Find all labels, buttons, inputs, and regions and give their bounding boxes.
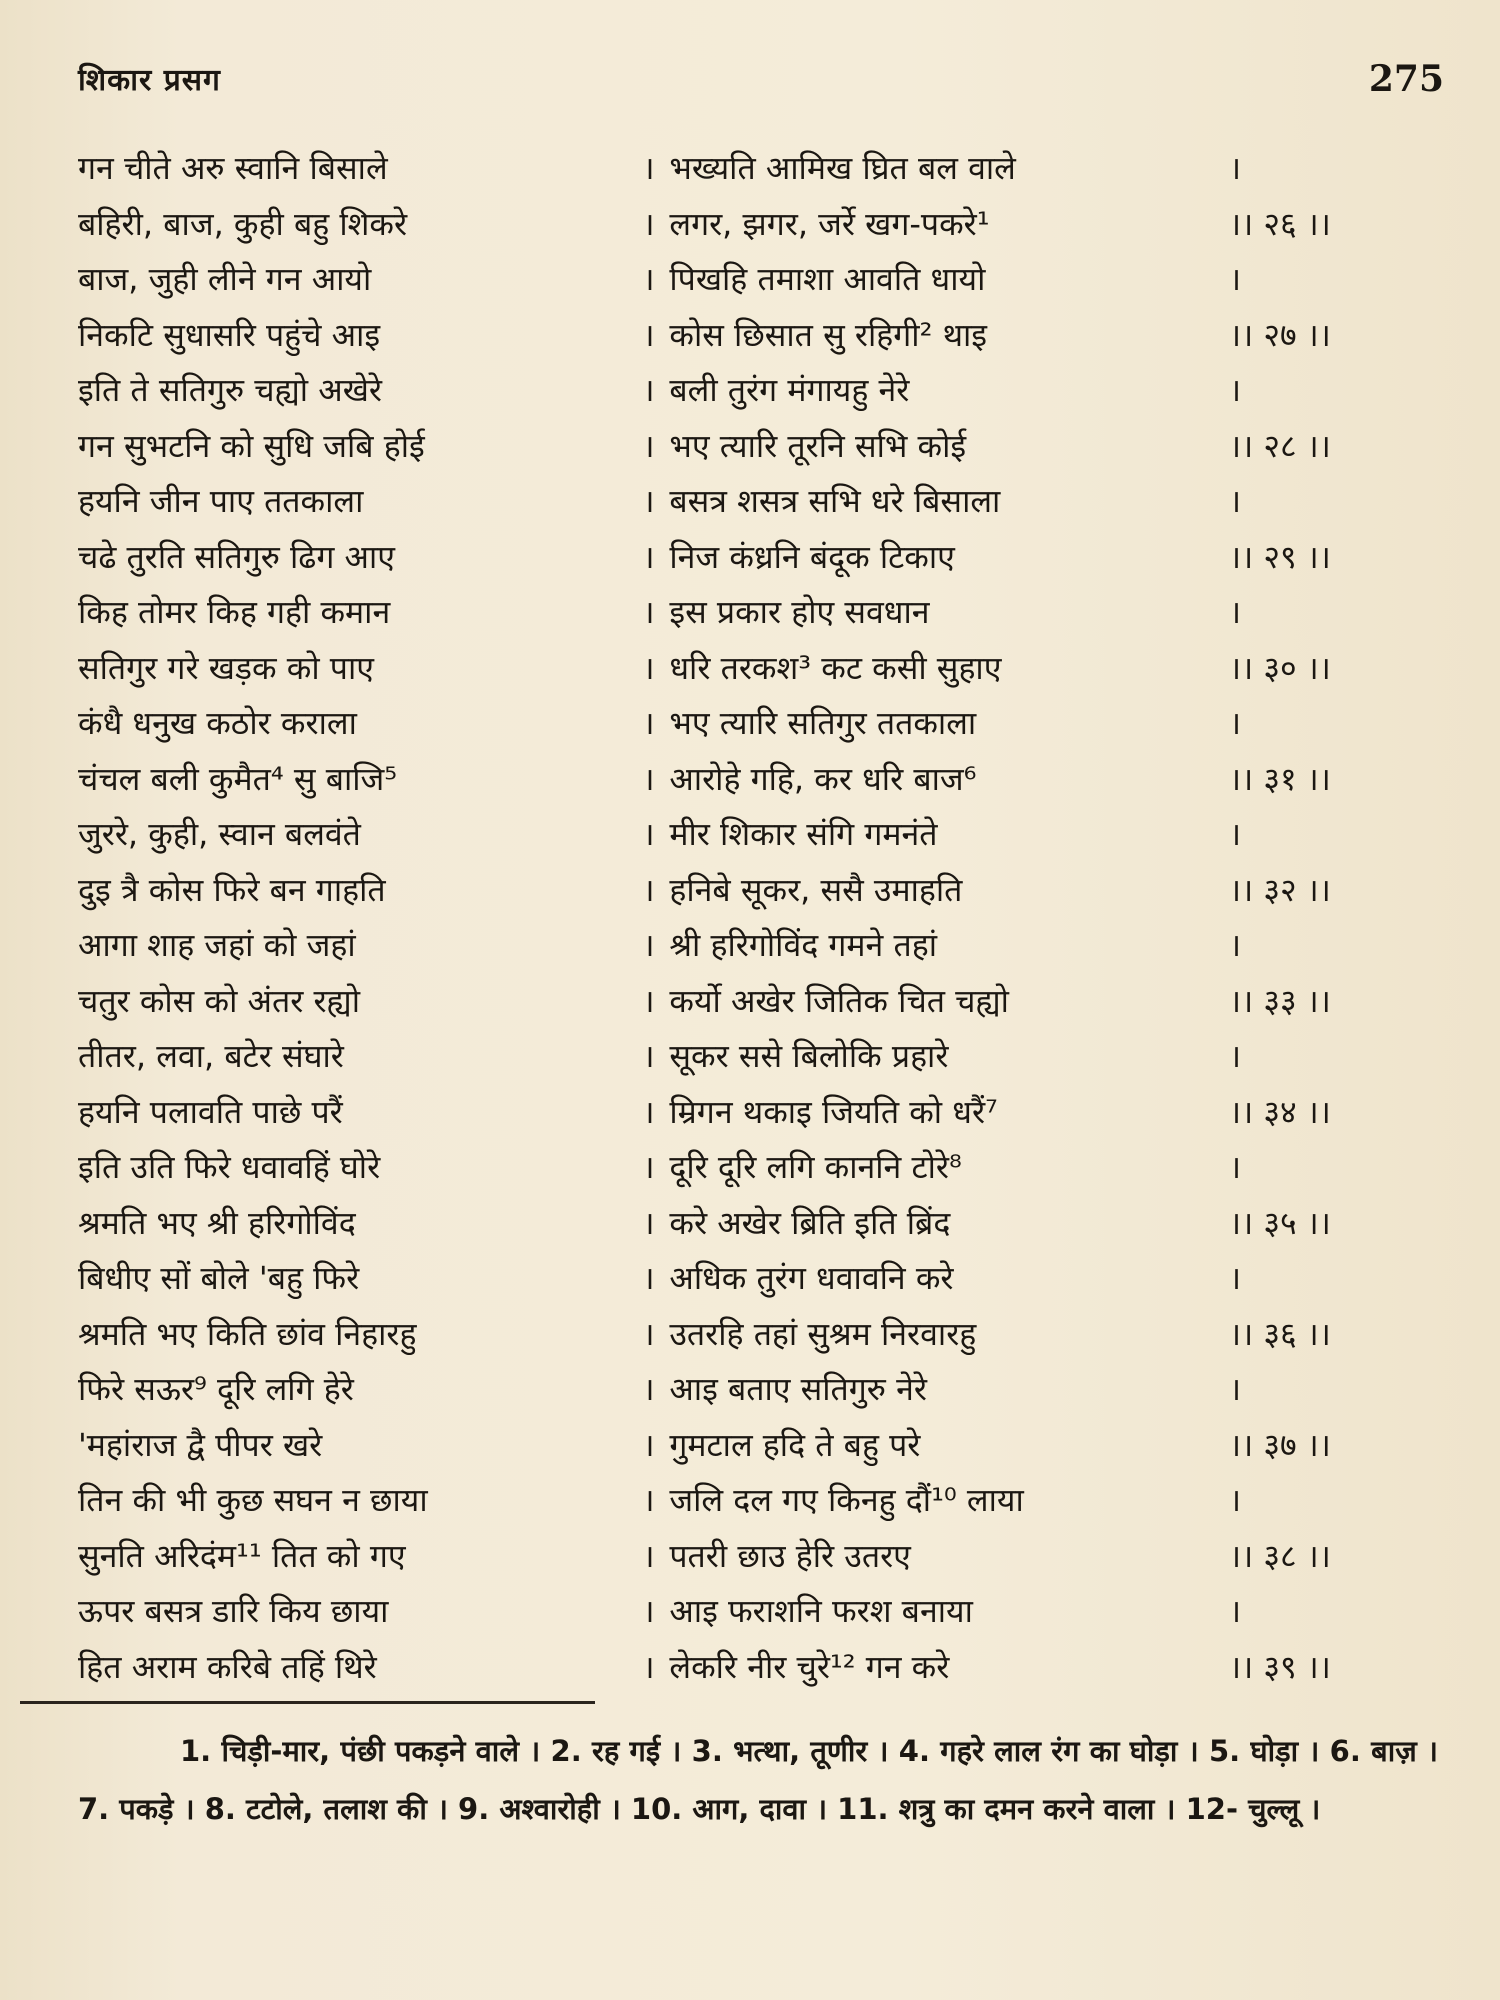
verse-second-half: पिखहि तमाशा आवति धायो [669, 260, 986, 299]
verse-second-half: निज कंध्रनि बंदूक टिकाए [669, 537, 955, 576]
danda-mark: । [642, 1592, 655, 1631]
verse-end [1229, 202, 1338, 245]
verse-second-half: मीर शिकार संगि गमनंते [669, 815, 938, 854]
double-danda-mark: ।। [1306, 315, 1331, 354]
verse-end [1229, 257, 1338, 300]
double-danda-mark: ।। [1229, 426, 1254, 465]
danda-mark: । [642, 1647, 655, 1686]
verse-number: ३९ [1263, 1647, 1297, 1686]
double-danda-mark: ।। [1229, 1536, 1254, 1575]
verse-first-half: चढे तुरति सतिगुरु ढिग आए [78, 537, 395, 576]
double-danda-mark: ।। [1229, 1092, 1254, 1131]
verse-line [78, 1361, 1338, 1417]
verse-second-half: भए त्यारि सतिगुर ततकाला [669, 704, 977, 743]
double-danda-mark: ।। [1229, 981, 1254, 1020]
verse-end [1229, 424, 1338, 467]
verse-line [78, 862, 1338, 918]
verse-end [1229, 812, 1338, 855]
verse-end [1229, 479, 1338, 522]
danda-mark: । [1229, 1259, 1242, 1298]
verse-first-half: तीतर, लवा, बटेर संघारे [78, 1037, 344, 1076]
verse-end [1229, 979, 1338, 1022]
verse-second-half: श्री हरिगोविंद गमने तहां [669, 926, 938, 965]
verse-second-half: आइ बताए सतिगुरु नेरे [669, 1370, 927, 1409]
verse-line [78, 1139, 1338, 1195]
double-danda-mark: ।। [1306, 759, 1331, 798]
verse-line [78, 529, 1338, 585]
double-danda-mark: ।। [1229, 1203, 1254, 1242]
double-danda-mark: ।। [1306, 648, 1331, 687]
verse-end [1229, 868, 1338, 911]
verse-line [78, 140, 1338, 196]
double-danda-mark: ।। [1306, 426, 1331, 465]
verse-number: २८ [1263, 426, 1297, 465]
verse-number: ३६ [1263, 1314, 1297, 1353]
verse-number: ३१ [1263, 759, 1297, 798]
verse-second-half: म्रिगन थकाइ जियति को धरैं⁷ [669, 1092, 998, 1131]
verse-second-half: इस प्रकार होए सवधान [669, 593, 930, 632]
verse-first-half: हयनि पलावति पाछे परैं [78, 1092, 343, 1131]
danda-mark: । [642, 482, 655, 521]
verse-end [1229, 701, 1338, 744]
danda-mark: । [642, 1037, 655, 1076]
verse-end [1229, 1645, 1338, 1688]
danda-mark: । [642, 204, 655, 243]
verse-first-half: इति उति फिरे धवावहिं घोरे [78, 1148, 381, 1187]
verse-number: २६ [1263, 204, 1297, 243]
danda-mark: । [642, 371, 655, 410]
verse-first-half: सतिगुर गरे खड़क को पाए [78, 648, 374, 687]
danda-mark: । [1229, 704, 1242, 743]
verse-second-half: भख्यति आमिख घ्रित बल वाले [669, 149, 1016, 188]
verse-line [78, 1583, 1338, 1639]
verse-end [1229, 1312, 1338, 1355]
verse-second-half: बली तुरंग मंगायहु नेरे [669, 371, 910, 410]
verse-second-half: जलि दल गए किनहु दौं¹⁰ लाया [669, 1481, 1024, 1520]
verse-second-half: उतरहि तहां सुश्रम निरवारहु [669, 1314, 977, 1353]
danda-mark: । [642, 870, 655, 909]
verse-second-half: कर्यो अखेर जितिक चित चह्यो [669, 981, 1009, 1020]
footnotes: 1. चिड़ी-मार, पंछी पकड़ने वाले । 2. रह गई । 3. भत्था, तूणीर । 4. गहरे लाल रंग का घोड़ा । 5. घोड़ा । 6. बाज़ । 7. पकड़े । 8. टटोले, तलाश की । 9. अश्वारोही । 10. आग, दावा । 11. शत्रु का दमन करने वाला । 12- चुल्लू । [78, 1734, 1438, 1826]
danda-mark: । [1229, 1037, 1242, 1076]
verse-line [78, 973, 1338, 1029]
danda-mark: । [642, 704, 655, 743]
danda-mark: । [642, 648, 655, 687]
double-danda-mark: ।। [1229, 537, 1254, 576]
double-danda-mark: ।। [1229, 1314, 1254, 1353]
footnote-rule [20, 1701, 595, 1704]
verse-second-half: गुमटाल हदि ते बहु परे [669, 1425, 921, 1464]
danda-mark: । [1229, 815, 1242, 854]
verse-end [1229, 1201, 1338, 1244]
verse-end [1229, 1589, 1338, 1632]
verse-first-half: आगा शाह जहां को जहां [78, 926, 356, 965]
verse-line [78, 917, 1338, 973]
double-danda-mark: ।। [1306, 204, 1331, 243]
danda-mark: । [1229, 593, 1242, 632]
double-danda-mark: ।। [1306, 537, 1331, 576]
verse-second-half: लेकरि नीर चुरे¹² गन करे [669, 1647, 950, 1686]
verse-end [1229, 590, 1338, 633]
verse-first-half: इति ते सतिगुरु चह्यो अखेरे [78, 371, 382, 410]
danda-mark: । [1229, 1148, 1242, 1187]
verse-first-half: गन सुभटनि को सुधि जबि होई [78, 426, 425, 465]
verse-end [1229, 1478, 1338, 1521]
verse-line [78, 1084, 1338, 1140]
double-danda-mark: ।। [1306, 981, 1331, 1020]
verse-end [1229, 313, 1338, 356]
danda-mark: । [1229, 1481, 1242, 1520]
verse-second-half: आरोहे गहि, कर धरि बाज⁶ [669, 759, 977, 798]
danda-mark: । [642, 1481, 655, 1520]
verse-second-half: कोस छिसात सु रहिगी² थाइ [669, 315, 988, 354]
verse-first-half: श्रमति भए किति छांव निहारहु [78, 1314, 417, 1353]
verse-line [78, 1417, 1338, 1473]
danda-mark: । [642, 926, 655, 965]
danda-mark: । [642, 593, 655, 632]
verse-number: ३५ [1263, 1203, 1297, 1242]
danda-mark: । [642, 1536, 655, 1575]
verse-line [78, 307, 1338, 363]
verse-first-half: चंचल बली कुमैत⁴ सु बाजि⁵ [78, 759, 398, 798]
danda-mark: । [1229, 149, 1242, 188]
verse-number: ३८ [1263, 1536, 1297, 1575]
verse-first-half: बहिरी, बाज, कुही बहु शिकरे [78, 204, 408, 243]
verse-line [78, 1528, 1338, 1584]
verse-first-half: तिन की भी कुछ सघन न छाया [78, 1481, 428, 1520]
page-number: 275 [1368, 58, 1444, 100]
danda-mark: । [642, 1203, 655, 1242]
verse-end [1229, 1090, 1338, 1133]
danda-mark: । [1229, 926, 1242, 965]
verse-second-half: पतरी छाउ हेरि उतरए [669, 1536, 911, 1575]
verse-line [78, 806, 1338, 862]
verse-number: ३७ [1263, 1425, 1297, 1464]
verse-line [78, 362, 1338, 418]
danda-mark: । [642, 1092, 655, 1131]
verse-end [1229, 1145, 1338, 1188]
verse-first-half: 'महांराज द्वै पीपर खरे [78, 1425, 323, 1464]
verse-line [78, 584, 1338, 640]
verse-first-half: गन चीते अरु स्वानि बिसाले [78, 149, 388, 188]
verse-end [1229, 1423, 1338, 1466]
verse-block [78, 140, 1338, 1694]
verse-second-half: भए त्यारि तूरनि सभि कोई [669, 426, 967, 465]
verse-second-half: आइ फराशनि फरश बनाया [669, 1592, 973, 1631]
verse-end [1229, 1367, 1338, 1410]
verse-end [1229, 757, 1338, 800]
double-danda-mark: ।। [1306, 1314, 1331, 1353]
verse-end [1229, 646, 1338, 689]
verse-end [1229, 368, 1338, 411]
verse-first-half: श्रमति भए श्री हरिगोविंद [78, 1203, 356, 1242]
verse-end [1229, 146, 1338, 189]
verse-first-half: हित अराम करिबे तहिं थिरे [78, 1647, 377, 1686]
verse-line [78, 251, 1338, 307]
danda-mark: । [642, 1148, 655, 1187]
verse-end [1229, 535, 1338, 578]
verse-line [78, 1195, 1338, 1251]
danda-mark: । [642, 759, 655, 798]
danda-mark: । [642, 815, 655, 854]
double-danda-mark: ।। [1306, 1425, 1331, 1464]
danda-mark: । [642, 1314, 655, 1353]
verse-first-half: चतुर कोस को अंतर रह्यो [78, 981, 361, 1020]
double-danda-mark: ।। [1229, 759, 1254, 798]
verse-number: ३२ [1263, 870, 1297, 909]
verse-end [1229, 1034, 1338, 1077]
verse-end [1229, 1534, 1338, 1577]
verse-line [78, 1250, 1338, 1306]
verse-second-half: बसत्र शसत्र सभि धरे बिसाला [669, 482, 1001, 521]
verse-line [78, 418, 1338, 474]
danda-mark: । [642, 260, 655, 299]
double-danda-mark: ।। [1229, 870, 1254, 909]
danda-mark: । [642, 149, 655, 188]
verse-second-half: लगर, झगर, जर्रे खग-पकरे¹ [669, 204, 990, 243]
verse-end [1229, 1256, 1338, 1299]
verse-first-half: दुइ त्रै कोस फिरे बन गाहति [78, 870, 386, 909]
verse-second-half: दूरि दूरि लगि काननि टोरे⁸ [669, 1148, 962, 1187]
verse-line [78, 640, 1338, 696]
verse-line [78, 751, 1338, 807]
danda-mark: । [642, 426, 655, 465]
running-head: शिकार प्रसग [78, 63, 221, 98]
double-danda-mark: ।। [1306, 870, 1331, 909]
double-danda-mark: ।। [1229, 204, 1254, 243]
verse-second-half: धरि तरकश³ कट कसी सुहाए [669, 648, 1002, 687]
verse-number: २७ [1263, 315, 1297, 354]
verse-line [78, 1306, 1338, 1362]
verse-number: ३४ [1263, 1092, 1297, 1131]
danda-mark: । [642, 1259, 655, 1298]
verse-number: २९ [1263, 537, 1297, 576]
verse-line [78, 1472, 1338, 1528]
danda-mark: । [1229, 260, 1242, 299]
verse-first-half: सुनति अरिदंम¹¹ तित को गए [78, 1536, 406, 1575]
verse-second-half: हनिबे सूकर, ससै उमाहति [669, 870, 963, 909]
verse-line [78, 1028, 1338, 1084]
verse-second-half: सूकर ससे बिलोकि प्रहारे [669, 1037, 949, 1076]
danda-mark: । [1229, 1592, 1242, 1631]
verse-line [78, 196, 1338, 252]
double-danda-mark: ।। [1229, 315, 1254, 354]
verse-number: ३० [1263, 648, 1297, 687]
danda-mark: । [642, 537, 655, 576]
danda-mark: । [1229, 371, 1242, 410]
double-danda-mark: ।। [1229, 1425, 1254, 1464]
verse-first-half: कंधै धनुख कठोर कराला [78, 704, 357, 743]
danda-mark: । [642, 981, 655, 1020]
verse-end [1229, 923, 1338, 966]
verse-second-half: करे अखेर ब्रिति इति ब्रिंद [669, 1203, 951, 1242]
verse-first-half: बिधीए सों बोले 'बहु फिरे [78, 1259, 360, 1298]
verse-first-half: किह तोमर किह गही कमान [78, 593, 391, 632]
verse-first-half: निकटि सुधासरि पहुंचे आइ [78, 315, 381, 354]
verse-line [78, 473, 1338, 529]
verse-line [78, 1639, 1338, 1695]
verse-first-half: फिरे सऊर⁹ दूरि लगि हेरे [78, 1370, 354, 1409]
danda-mark: । [642, 315, 655, 354]
danda-mark: । [642, 1370, 655, 1409]
danda-mark: । [1229, 482, 1242, 521]
double-danda-mark: ।। [1306, 1647, 1331, 1686]
verse-number: ३३ [1263, 981, 1297, 1020]
verse-line [78, 695, 1338, 751]
double-danda-mark: ।। [1306, 1203, 1331, 1242]
double-danda-mark: ।। [1229, 648, 1254, 687]
verse-first-half: बाज, जुही लीने गन आयो [78, 260, 372, 299]
verse-first-half: ऊपर बसत्र डारि किय छाया [78, 1592, 389, 1631]
double-danda-mark: ।। [1306, 1536, 1331, 1575]
verse-first-half: हयनि जीन पाए ततकाला [78, 482, 364, 521]
verse-second-half: अधिक तुरंग धवावनि करे [669, 1259, 954, 1298]
verse-first-half: जुररे, कुही, स्वान बलवंते [78, 815, 361, 854]
danda-mark: । [1229, 1370, 1242, 1409]
danda-mark: । [642, 1425, 655, 1464]
double-danda-mark: ।। [1229, 1647, 1254, 1686]
double-danda-mark: ।। [1306, 1092, 1331, 1131]
